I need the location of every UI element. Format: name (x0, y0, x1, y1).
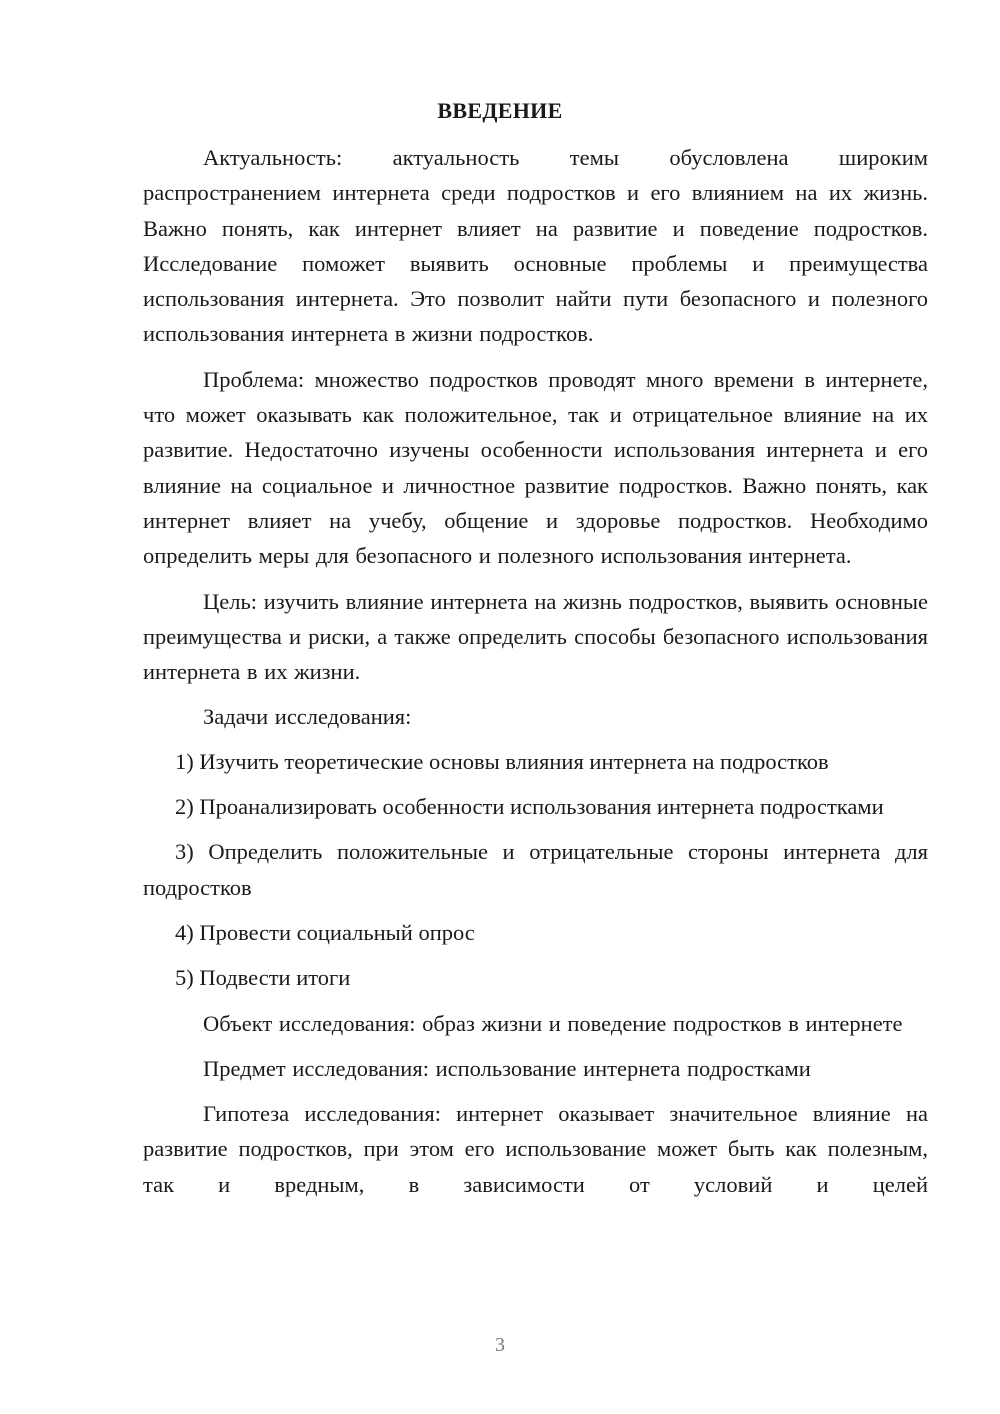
task-item-2: 2) Проанализировать особенности использования интернета подростками (175, 794, 884, 820)
task-item-4: 4) Провести социальный опрос (175, 919, 475, 945)
paragraph-subject: Предмет исследования: использование интернета подростками (203, 1055, 811, 1081)
task-item-5: 5) Подвести итоги (175, 965, 351, 991)
paragraph-goal: Цель: изучить влияние интернета на жизнь подростков, выявить основные преимущества и риски, а также определить способы безопасного использования интернета в их жизни. (143, 588, 928, 685)
paragraph-relevance: Актуальность: актуальность темы обусловлена широким распространением интернета среди подростков и его влиянием на их жизнь. Важно понять, как интернет влияет на развитие и поведение подростков. Исследование поможет выявить основные проблемы и преимущества использования интернета. Это позволит найти пути безопасного и полезного использования интернета в жизни подростков. (143, 145, 928, 347)
paragraph-problem: Проблема: множество подростков проводят много времени в интернете, что может оказывать как положительное, так и отрицательное влияние на их развитие. Недостаточно изучены особенности использования интернета и его влияние на социальное и личностное развитие подростков. Важно понять, как интернет влияет на учебу, общение и здоровье подростков. Необходимо определить меры для безопасного и полезного использования интернета. (143, 366, 928, 569)
paragraph-object: Объект исследования: образ жизни и поведение подростков в интернете (203, 1010, 903, 1036)
page-content (143, 140, 928, 1212)
page-number: 3 (495, 1334, 505, 1356)
task-item-3: 3) Определить положительные и отрицательные стороны интернета для подростков (143, 839, 928, 900)
task-item-1: 1) Изучить теоретические основы влияния интернета на подростков (175, 748, 829, 774)
page-heading: ВВЕДЕНИЕ (437, 98, 563, 123)
paragraph-hypothesis: Гипотеза исследования: интернет оказывает значительное влияние на развитие подростков, при этом его использование может быть как полезным, так и вредным, в зависимости от условий и целей (143, 1101, 928, 1197)
tasks-title: Задачи исследования: (203, 704, 412, 730)
